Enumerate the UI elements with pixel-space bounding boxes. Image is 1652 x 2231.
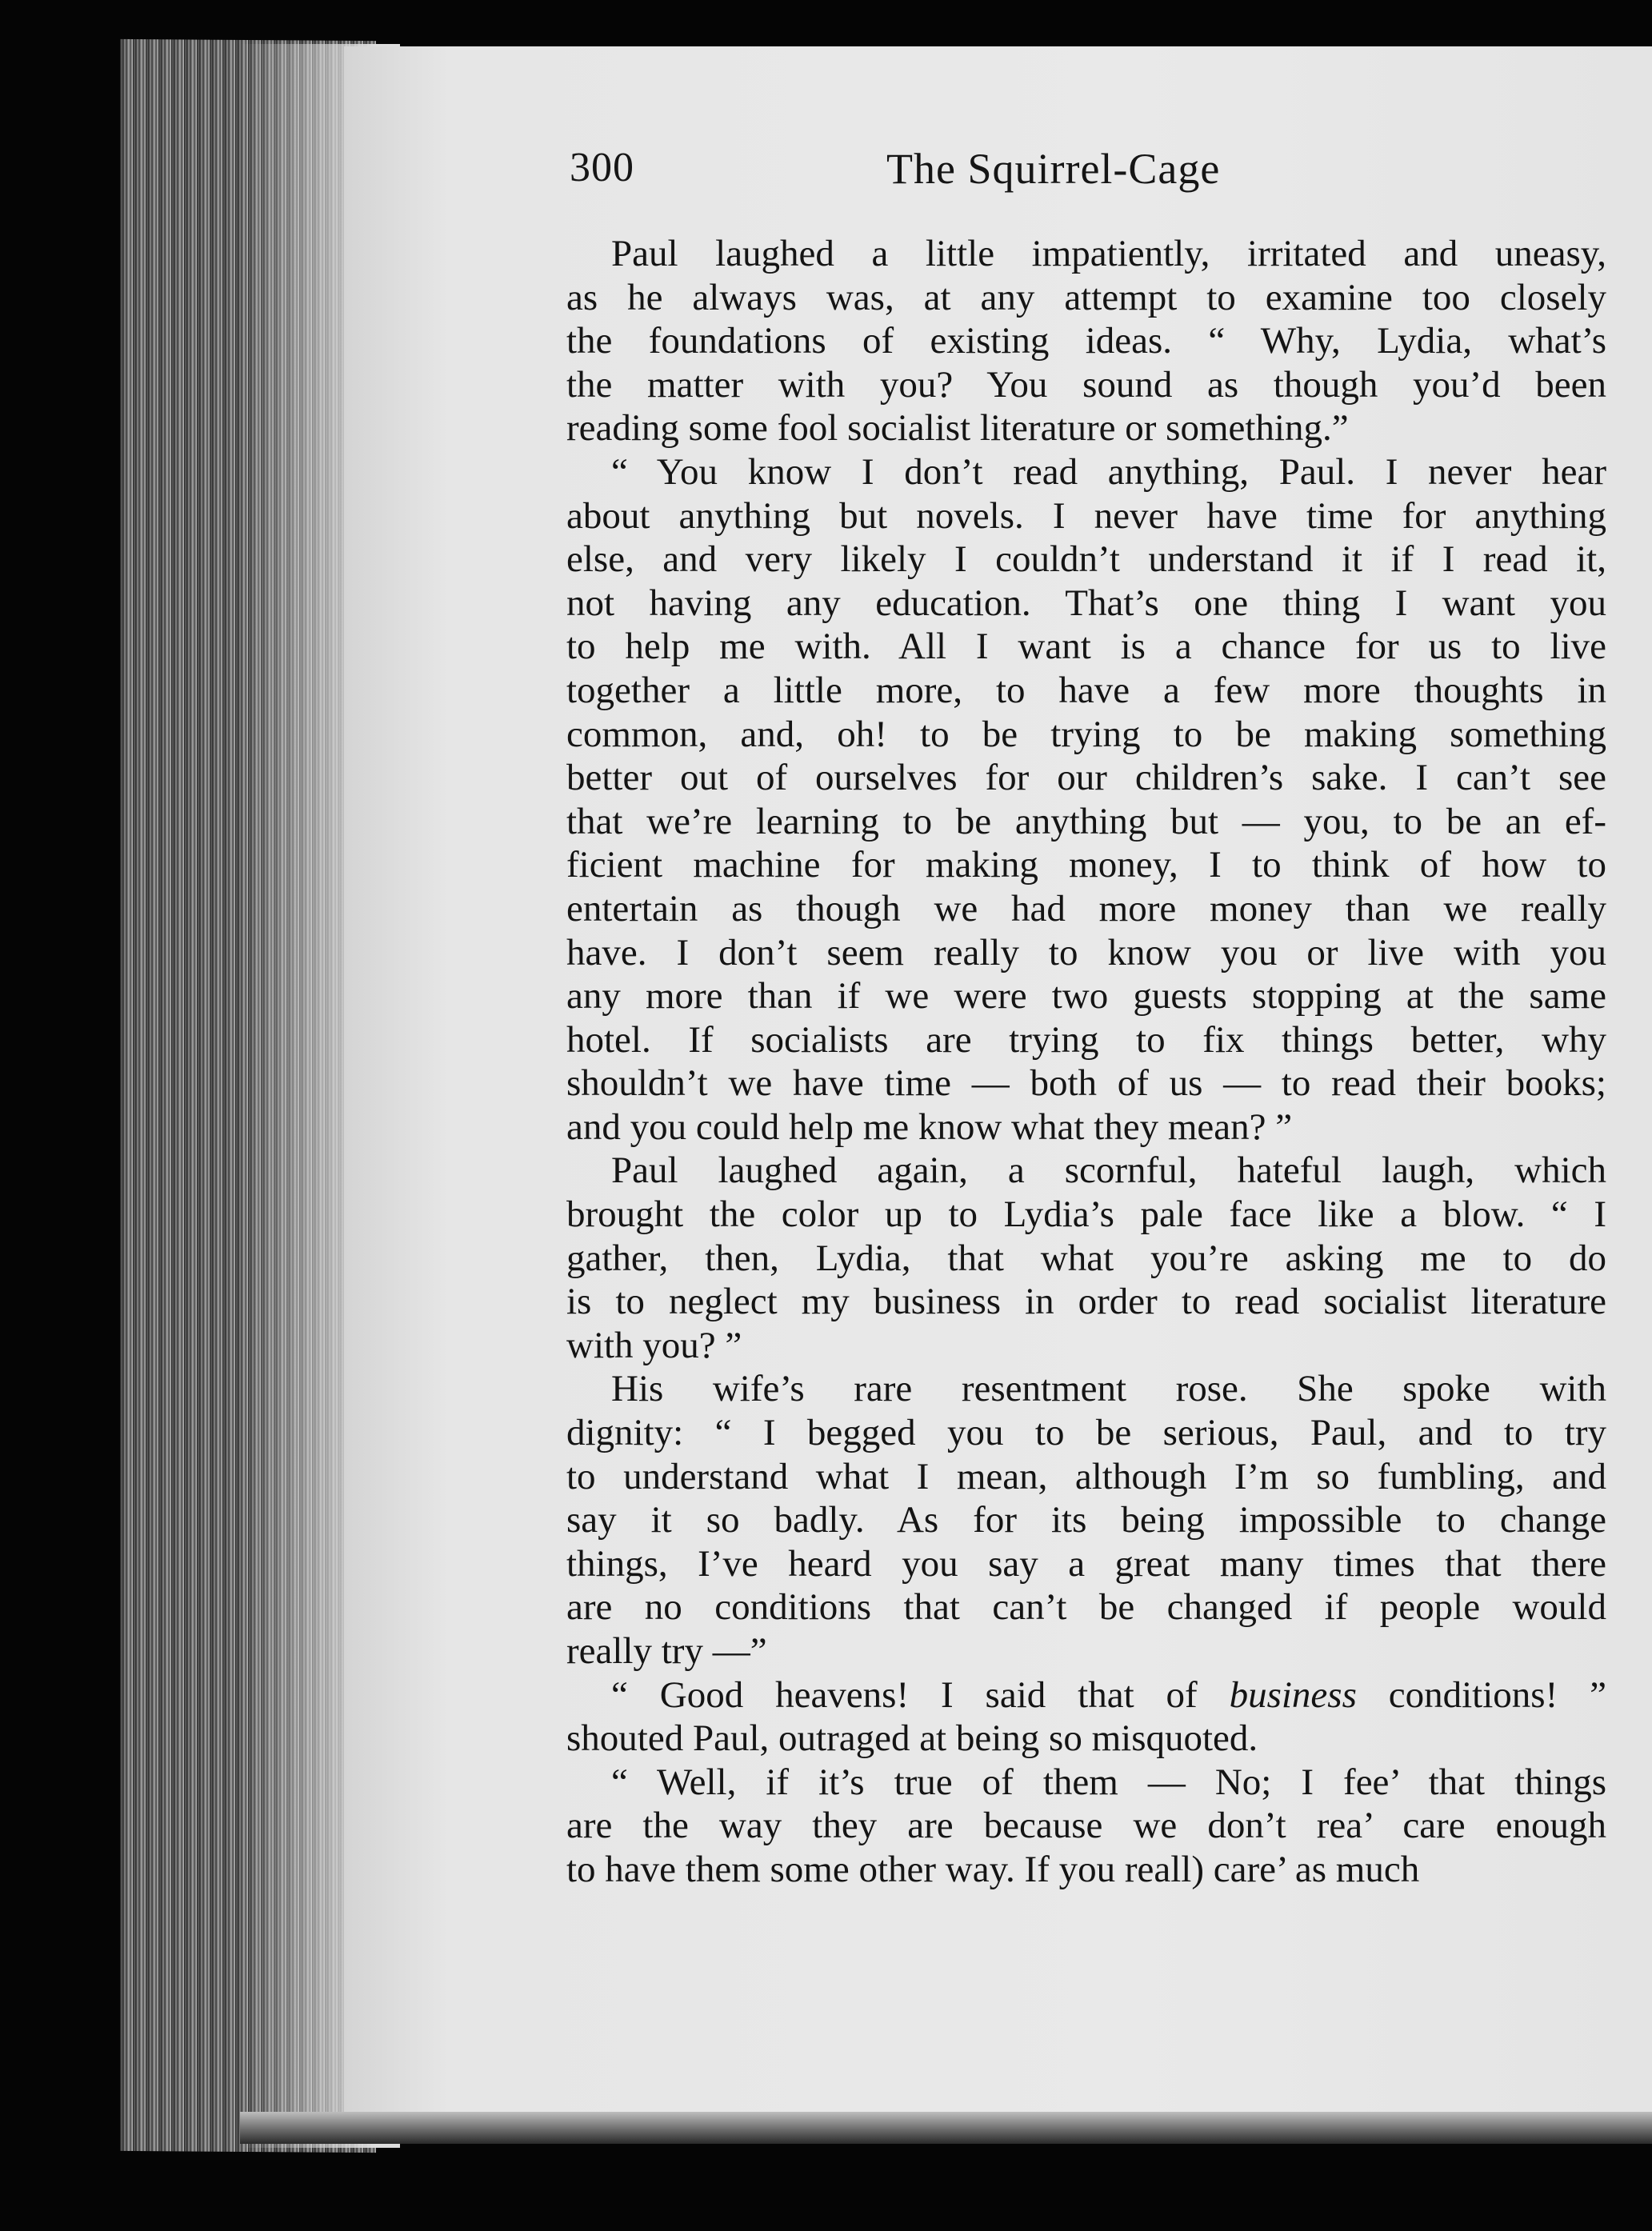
text-line: say it so badly. As for its being impossible to change [566,1499,1606,1541]
text-line: common, and, oh! to be trying to be making something [566,713,1606,755]
paragraph [566,1761,1606,1892]
text-line: shouldn’t we have time — both of us — to read their books; [566,1062,1606,1105]
text-line: to help me with. All I want is a chance for us to live [566,626,1606,668]
text-line: with you? ” [566,1324,742,1366]
text-line: entertain as though we had more money than we really [566,887,1606,930]
text-line: Paul laughed again, a scornful, hateful laugh, which [611,1149,1606,1192]
text-line: the foundations of existing ideas. “ Why, Lydia, what’s [566,320,1606,362]
text-line: together a little more, to have a few more thoughts in [566,669,1606,711]
page-number: 300 [570,145,634,190]
emphasis: business [1229,1673,1357,1716]
text-line: His wife’s rare resentment rose. She spoke with [611,1368,1606,1410]
paragraph [566,1367,1606,1673]
text-line: as he always was, at any attempt to examine too closely [566,276,1606,318]
text-line: to understand what I mean, although I’m so fumbling, and [566,1455,1606,1497]
text-line: gather, then, Lydia, that what you’re asking me to do [566,1237,1606,1279]
text-line: is to neglect my business in order to read socialist literature [566,1281,1606,1323]
text-line: brought the color up to Lydia’s pale face like a blow. “ I [566,1193,1606,1236]
text-line: the matter with you? You sound as though you’d been [566,363,1606,406]
text-line: any more than if we were two guests stopping at the same [566,975,1606,1018]
text-line: really try —” [566,1630,767,1672]
text-line: better out of ourselves for our children’s sake. I can’t see [566,757,1606,799]
paragraph [566,450,1606,1149]
text-line: that we’re learning to be anything but — you, to be an ef- [566,800,1606,842]
text-line: about anything but novels. I never have time for anything [566,494,1606,537]
text-line: ficient machine for making money, I to think of how to [566,844,1606,886]
text-line: “ Good heavens! I said that of business conditions! ” [611,1673,1606,1716]
text-line: else, and very likely I couldn’t understand it if I read it, [566,538,1606,581]
text-line: and you could help me know what they mean? ” [566,1106,1293,1148]
text-line: to have them some other way. If you reall) care’ as much [566,1848,1420,1890]
text-line: dignity: “ I begged you to be serious, Paul, and to try [566,1412,1606,1454]
text-line: things, I’ve heard you say a great many times that there [566,1542,1606,1585]
text-line: not having any education. That’s one thing I want you [566,582,1606,624]
page-bottom-edge [240,2112,1652,2144]
paragraph [566,1673,1606,1761]
text-line: are the way they are because we don’t rea’ care enough [566,1805,1606,1847]
paragraph [566,1149,1606,1367]
paragraph [566,232,1606,450]
text-line: “ Well, if it’s true of them — No; I fee’ that things [611,1761,1606,1803]
text-line: are no conditions that can’t be changed if people would [566,1586,1606,1629]
text-line: shouted Paul, outraged at being so misquoted. [566,1717,1258,1760]
page-header [570,144,1626,216]
running-title: The Squirrel-Cage [886,145,1221,193]
text-line: have. I don’t seem really to know you or live with you [566,931,1606,974]
text-line: hotel. If socialists are trying to fix things better, why [566,1018,1606,1061]
text-line: reading some fool socialist literature or something.” [566,407,1349,450]
text-line: “ You know I don’t read anything, Paul. I never hear [611,450,1606,493]
text-line: Paul laughed a little impatiently, irritated and uneasy, [611,233,1606,274]
body-text [566,232,1606,1892]
